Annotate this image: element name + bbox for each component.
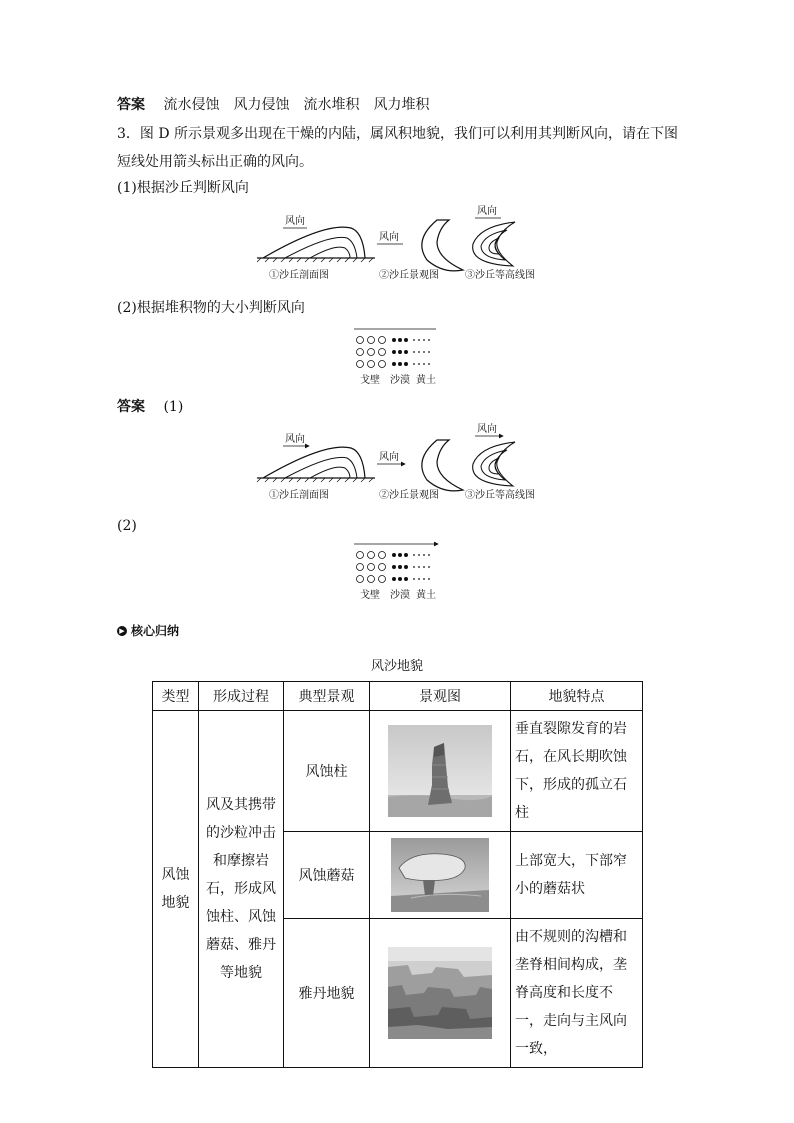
wind-label-a2: 风向 [379,452,399,463]
wind-label-1: 风向 [285,216,305,227]
caption-dune-profile: ①沙丘剖面图 [269,270,329,281]
header-landscape: 典型景观 [284,682,370,711]
caption-a-landscape: ②沙丘景观图 [379,490,439,501]
label-gobi-a: 戈壁 [360,590,380,601]
sediment-figure-answer [350,540,444,602]
landscape-cell: 雅丹地貌 [284,919,370,1068]
table-title: 风沙地貌 [370,659,423,674]
header-process: 形成过程 [199,682,284,711]
dune-figure-answer [255,420,555,502]
header-type: 类型 [153,682,199,711]
answer-part1: (1) [163,399,184,415]
dune-figure-question [255,200,555,282]
section-heading [117,622,179,639]
landscape-cell: 风蚀柱 [284,711,370,832]
play-bullet-icon: ▶ [117,626,127,636]
header-image: 景观图 [370,682,511,711]
answer-line-1 [117,95,429,115]
yardang-photo [388,947,492,1039]
wind-label-a1: 风向 [285,434,305,445]
wind-label-2: 风向 [379,232,399,243]
answer-label-2: 答案 [117,399,145,415]
rock-pillar-photo [388,725,492,817]
caption-a-profile: ①沙丘剖面图 [269,490,329,501]
label-gobi: 戈壁 [360,375,380,386]
feature-cell: 垂直裂隙发育的岩石，在风长期吹蚀下，形成的孤立石柱 [511,711,643,832]
caption-dune-contour: ③沙丘等高线图 [465,270,535,281]
mushroom-rock-photo [391,838,489,912]
answer-part2: (2) [117,518,137,534]
image-cell [370,919,511,1068]
image-cell [370,832,511,919]
question-3-line-2: 短线处用箭头标出正确的风向。 [117,154,313,170]
answer-label: 答案 [117,97,145,113]
table-row [153,711,643,832]
wind-label-3: 风向 [477,206,497,217]
question-3-line-1: 3．图 D 所示景观多出现在干燥的内陆，属风积地貌，我们可以利用其判断风向，请在下图 [117,126,679,142]
label-loess: 黄土 [416,375,436,386]
caption-a-contour: ③沙丘等高线图 [465,490,535,501]
label-loess-a: 黄土 [416,590,436,601]
landform-table [152,681,643,1068]
caption-dune-landscape: ②沙丘景观图 [379,270,439,281]
feature-cell: 上部宽大，下部窄小的蘑菇状 [511,832,643,919]
landscape-cell: 风蚀蘑菇 [284,832,370,919]
answer-text: 流水侵蚀 风力侵蚀 流水堆积 风力堆积 [163,97,430,113]
question-3-sub2: (2)根据堆积物的大小判断风向 [117,300,305,316]
image-cell [370,711,511,832]
process-cell: 风及其携带的沙粒冲击和摩擦岩石，形成风蚀柱、风蚀蘑菇、雅丹等地貌 [199,711,284,1068]
question-3-sub1: (1)根据沙丘判断风向 [117,180,249,196]
section-title: 核心归纳 [131,624,180,638]
table-header-row [153,682,643,711]
wind-label-a3: 风向 [477,424,497,435]
feature-cell: 由不规则的沟槽和垄脊相间构成，垄脊高度和长度不一，走向与主风向一致， [511,919,643,1068]
type-cell: 风蚀地貌 [153,711,199,1068]
header-feature: 地貌特点 [511,682,643,711]
sediment-figure-question [350,325,440,387]
label-desert-a: 沙漠 [390,590,410,601]
label-desert: 沙漠 [390,375,410,386]
answer-line-2 [117,397,183,417]
